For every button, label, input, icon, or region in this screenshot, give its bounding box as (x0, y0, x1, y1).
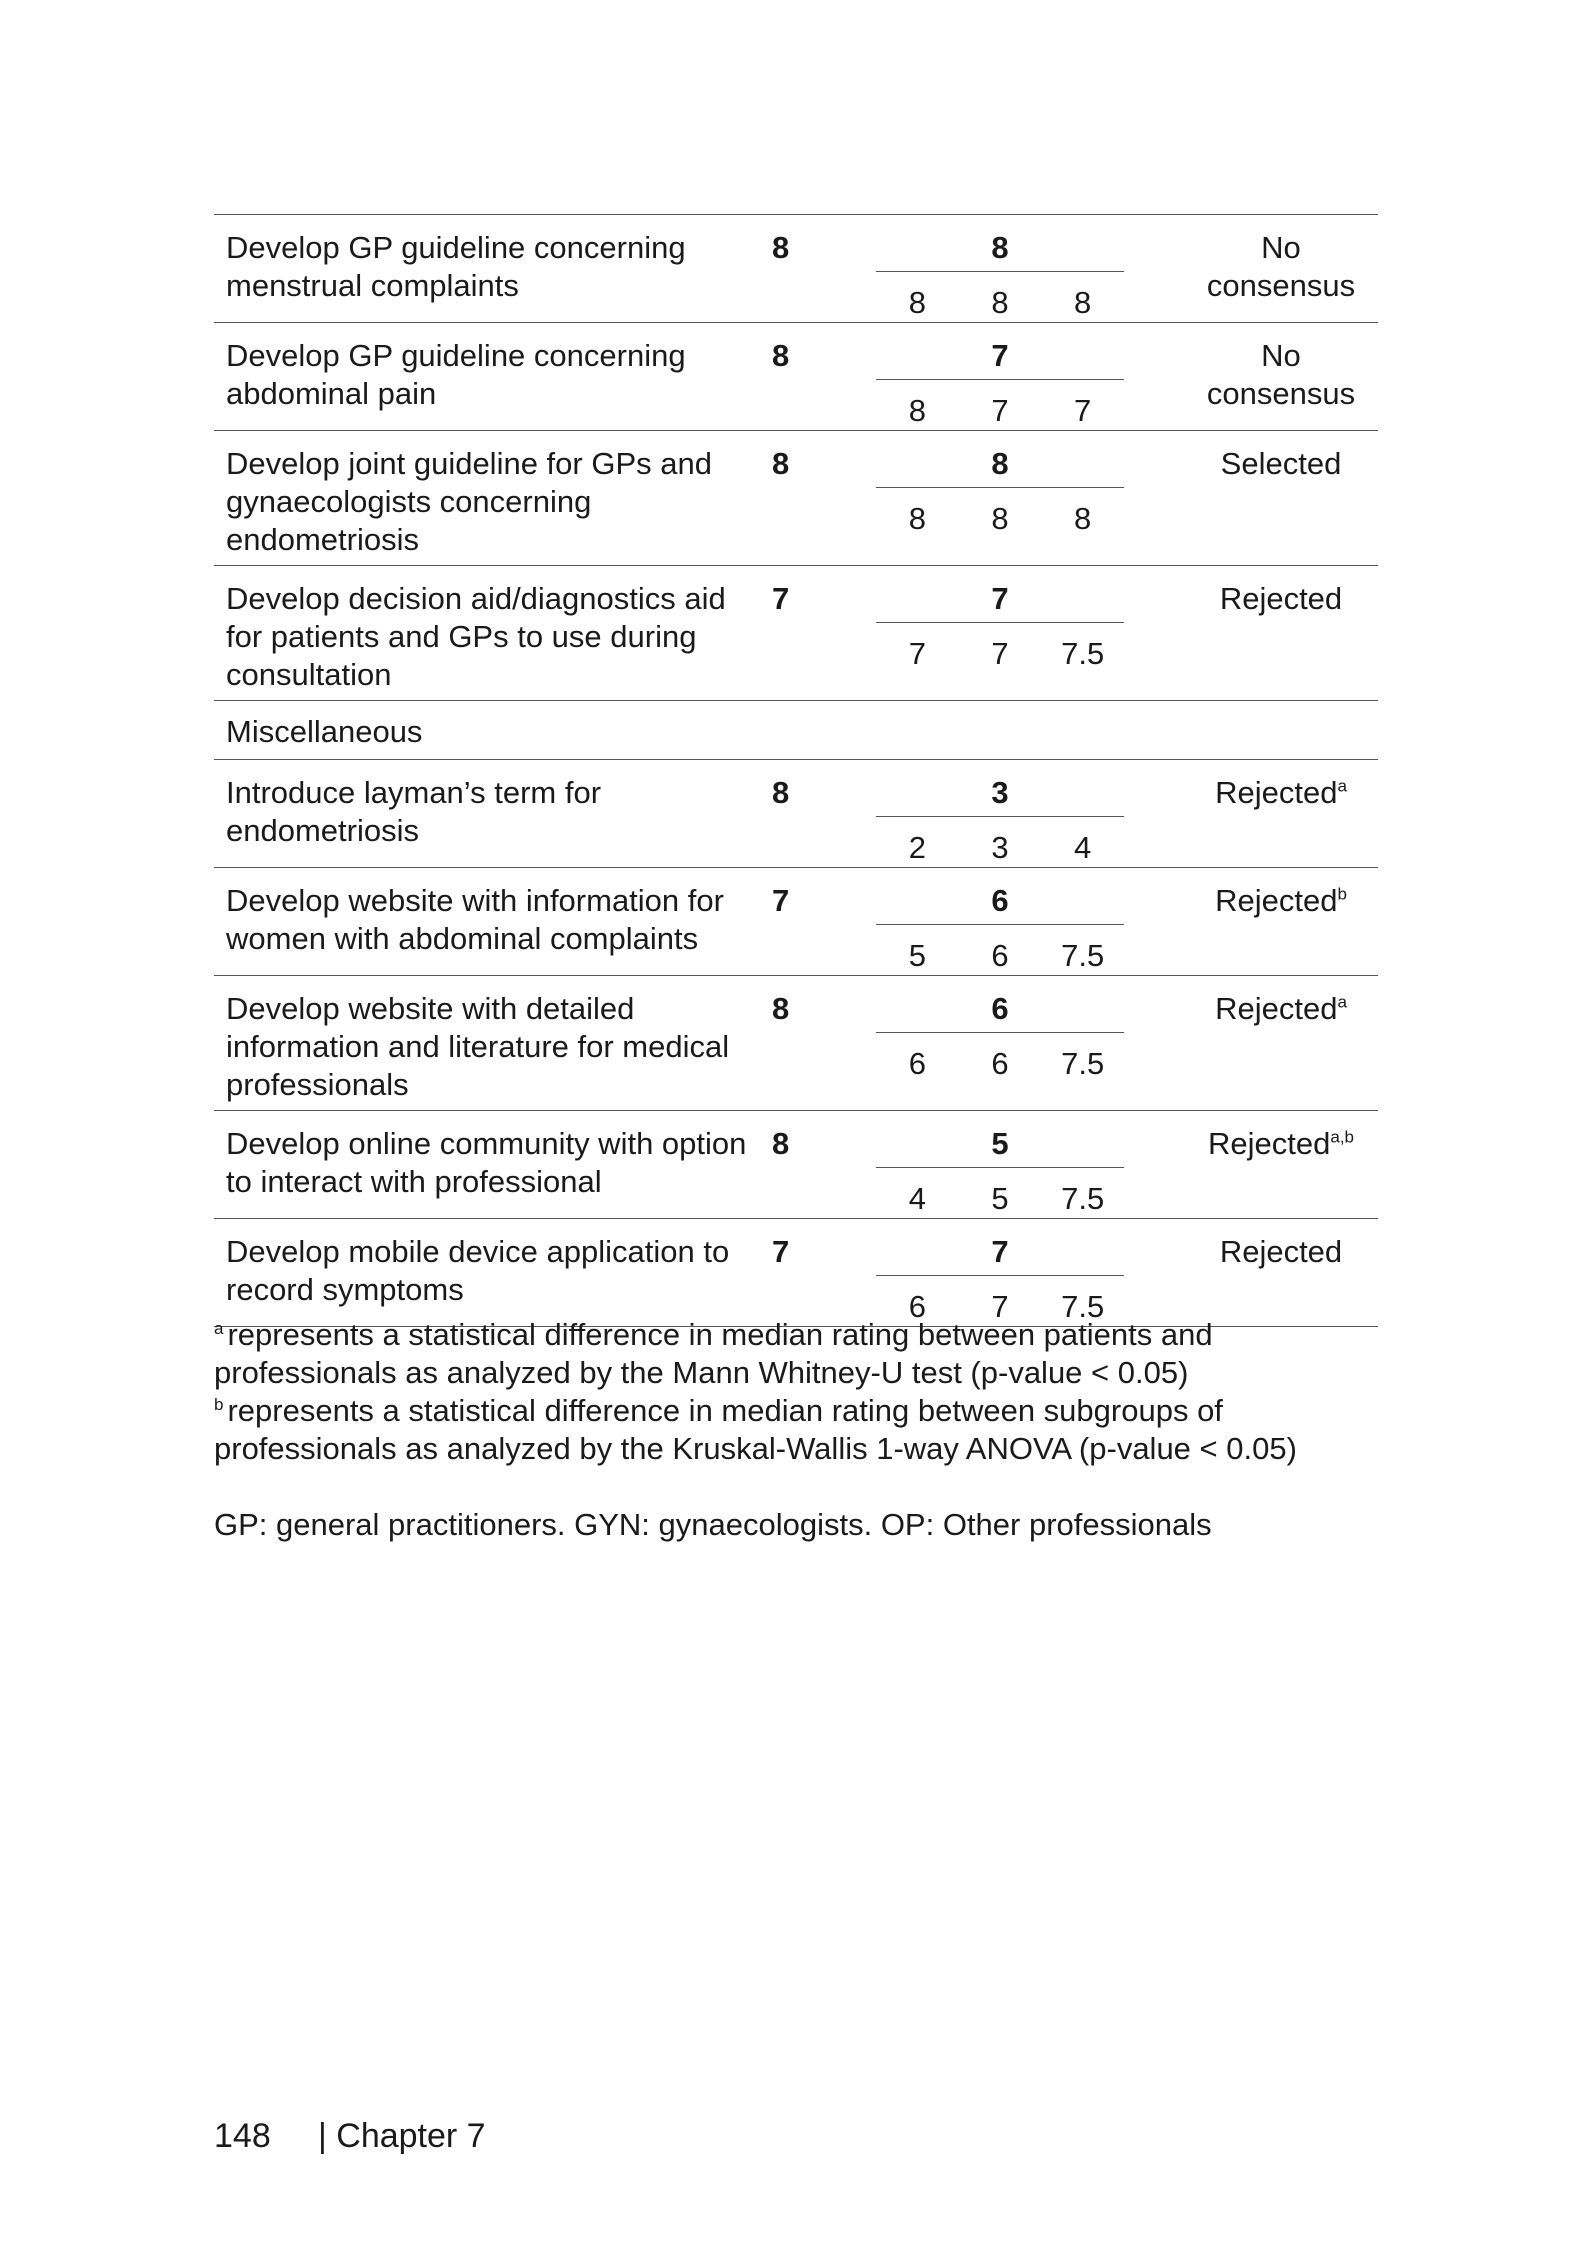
table-row (214, 868, 1378, 976)
page-footer (214, 2116, 486, 2156)
result-label: Selected (1220, 446, 1342, 481)
table-row (214, 215, 1378, 323)
gyn-median: 7 (991, 636, 1009, 671)
op-median: 7.5 (1061, 1289, 1105, 1324)
gyn-median: 6 (991, 938, 1009, 973)
result-footnote-mark: a,b (1330, 1127, 1354, 1147)
result-cell (1164, 760, 1378, 868)
footnote-b-mark: b (214, 1394, 224, 1414)
result-label: Rejected (1219, 1234, 1343, 1269)
item-description: Develop GP guideline concerning abdominal pain (226, 338, 686, 411)
gp-median: 8 (908, 393, 926, 428)
item-description: Develop online community with option to interact with professional (226, 1126, 747, 1199)
abbreviations: GP: general practitioners. GYN: gynaecologists. OP: Other professionals (214, 1507, 1212, 1542)
footnotes (214, 1316, 1384, 1544)
result-label: Rejected (1215, 883, 1338, 918)
professionals-cell (864, 760, 1164, 868)
gyn-median: 7 (991, 1289, 1009, 1324)
table-row (214, 323, 1378, 431)
table-row (214, 976, 1378, 1111)
gp-median: 8 (908, 285, 926, 320)
gyn-median: 3 (991, 830, 1009, 865)
gp-median: 5 (908, 938, 926, 973)
result-cell (1164, 976, 1378, 1111)
professionals-group (876, 337, 1124, 430)
gp-median: 6 (908, 1046, 926, 1081)
professionals-median: 7 (876, 580, 1124, 623)
patients-median: 7 (772, 883, 790, 918)
professionals-group (876, 882, 1124, 975)
result-cell (1164, 868, 1378, 976)
op-median: 7 (1074, 393, 1092, 428)
item-description: Develop website with information for women with abdominal complaints (226, 883, 724, 956)
item-description: Introduce layman’s term for endometriosis (226, 775, 602, 848)
page-number: 148 (214, 2117, 271, 2155)
professionals-cell (864, 1219, 1164, 1327)
professionals-median: 6 (876, 990, 1124, 1033)
professional-subgroups (876, 284, 1124, 322)
item-description: Develop GP guideline concerning menstrual complaints (226, 230, 686, 303)
patients-median: 8 (772, 1126, 790, 1161)
op-median: 8 (1074, 285, 1092, 320)
professionals-cell (864, 431, 1164, 566)
patients-median: 8 (772, 775, 790, 810)
table-row (214, 1219, 1378, 1327)
professionals-group (876, 1233, 1124, 1326)
op-median: 7.5 (1061, 1046, 1105, 1081)
op-median: 8 (1074, 501, 1092, 536)
professionals-cell (864, 566, 1164, 701)
professional-subgroups (876, 1045, 1124, 1083)
professionals-group (876, 229, 1124, 322)
professional-subgroups (876, 500, 1124, 538)
professionals-median: 7 (876, 1233, 1124, 1276)
result-footnote-mark: a (1337, 776, 1347, 796)
table-row (214, 1111, 1378, 1219)
op-median: 4 (1074, 830, 1092, 865)
gp-median: 4 (908, 1181, 926, 1216)
gyn-median: 8 (991, 285, 1009, 320)
gyn-median: 8 (991, 501, 1009, 536)
professionals-group (876, 445, 1124, 538)
professionals-cell (864, 1111, 1164, 1219)
result-cell (1164, 566, 1378, 701)
result-cell (1164, 431, 1378, 566)
professionals-cell (864, 215, 1164, 323)
professionals-group (876, 990, 1124, 1083)
result-label: Rejected (1208, 1126, 1331, 1161)
patients-median: 8 (772, 446, 790, 481)
table-section-miscellaneous (214, 701, 1378, 760)
table-row (214, 566, 1378, 701)
professional-subgroups (876, 635, 1124, 673)
gyn-median: 5 (991, 1181, 1009, 1216)
professionals-median: 8 (876, 445, 1124, 488)
patients-median: 8 (772, 991, 790, 1026)
professionals-median: 7 (876, 337, 1124, 380)
footnote-b (214, 1392, 1384, 1468)
chapter-label: | Chapter 7 (318, 2117, 486, 2155)
result-cell (1164, 215, 1378, 323)
footnote-a-text: represents a statistical difference in median rating between patients and professionals as analyzed by the Mann Whitney-U test (p-value < 0.05) (214, 1317, 1213, 1390)
result-cell (1164, 1219, 1378, 1327)
result-footnote-mark: a (1337, 992, 1347, 1012)
table-row (214, 431, 1378, 566)
professional-subgroups (876, 392, 1124, 430)
professional-subgroups (876, 937, 1124, 975)
item-description: Develop decision aid/diagnostics aid for patients and GPs to use during consultation (226, 581, 726, 692)
table-body-miscellaneous (214, 760, 1378, 1327)
item-description: Develop joint guideline for GPs and gynaecologists concerning endometriosis (226, 446, 712, 557)
patients-median: 8 (772, 230, 790, 265)
gp-median: 8 (908, 501, 926, 536)
patients-median: 7 (772, 581, 790, 616)
gp-median: 6 (908, 1289, 926, 1324)
result-label: Rejected (1215, 991, 1338, 1026)
professionals-cell (864, 976, 1164, 1111)
result-label: No consensus (1206, 338, 1356, 411)
professionals-median: 5 (876, 1125, 1124, 1168)
gp-median: 7 (908, 636, 926, 671)
results-table-wrapper (214, 214, 1378, 1327)
footnote-a (214, 1316, 1384, 1392)
item-description: Develop website with detailed information and literature for medical professionals (226, 991, 730, 1102)
gp-median: 2 (908, 830, 926, 865)
professionals-cell (864, 323, 1164, 431)
result-label: No consensus (1206, 230, 1356, 303)
result-cell (1164, 323, 1378, 431)
table-row (214, 760, 1378, 868)
professionals-cell (864, 868, 1164, 976)
item-description: Develop mobile device application to record symptoms (226, 1234, 730, 1307)
gyn-median: 7 (991, 393, 1009, 428)
op-median: 7.5 (1061, 938, 1105, 973)
section-row (214, 701, 1378, 760)
op-median: 7.5 (1061, 1181, 1105, 1216)
professional-subgroups (876, 1180, 1124, 1218)
patients-median: 7 (772, 1234, 790, 1269)
professionals-median: 6 (876, 882, 1124, 925)
professionals-group (876, 1125, 1124, 1218)
professionals-median: 3 (876, 774, 1124, 817)
patients-median: 8 (772, 338, 790, 373)
result-label: Rejected (1215, 775, 1338, 810)
table-body-guidelines (214, 215, 1378, 701)
professionals-group (876, 774, 1124, 867)
result-footnote-mark: b (1337, 884, 1347, 904)
results-table (214, 214, 1378, 1327)
result-cell (1164, 1111, 1378, 1219)
gyn-median: 6 (991, 1046, 1009, 1081)
op-median: 7.5 (1061, 636, 1105, 671)
section-label: Miscellaneous (226, 714, 423, 749)
professional-subgroups (876, 829, 1124, 867)
professionals-median: 8 (876, 229, 1124, 272)
footnote-a-mark: a (214, 1318, 224, 1338)
result-label: Rejected (1219, 581, 1343, 616)
professionals-group (876, 580, 1124, 673)
footnote-b-text: represents a statistical difference in median rating between subgroups of professionals as analyzed by the Kruskal-Wallis 1-way ANOVA (p-value < 0.05) (214, 1393, 1297, 1466)
